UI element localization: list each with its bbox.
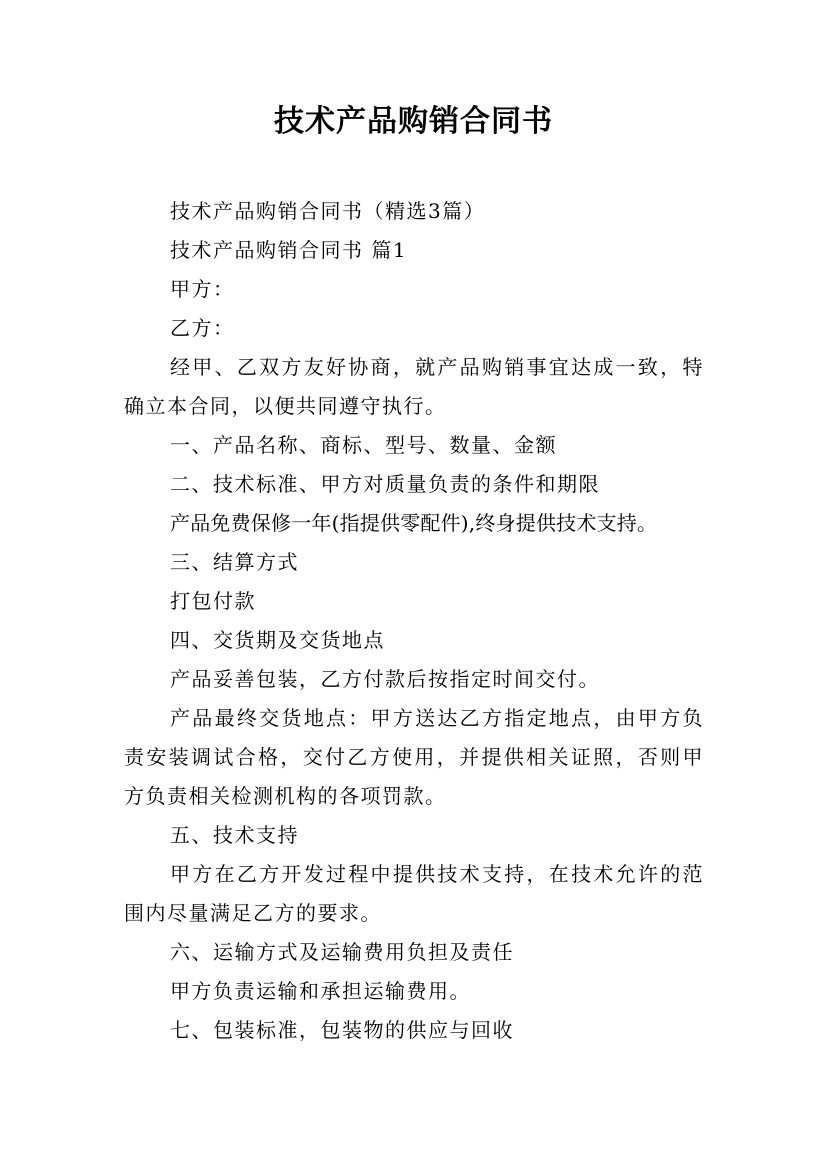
- paragraph-clause-3-heading: 三、结算方式: [170, 550, 299, 574]
- paragraph-section-heading: 技术产品购销合同书 篇1: [170, 238, 408, 262]
- paragraph-tech-support: 甲方在乙方开发过程中提供技术支持，在技术允许的范围内尽量满足乙方的要求。: [124, 862, 704, 925]
- paragraph-party-a: 甲方：: [170, 277, 235, 301]
- paragraph-clause-2-heading: 二、技术标准、甲方对质量负责的条件和期限: [170, 472, 600, 496]
- paragraph-clause-4-heading: 四、交货期及交货地点: [170, 628, 385, 652]
- paragraph-party-b: 乙方：: [170, 316, 235, 340]
- paragraph-preamble: 经甲、乙双方友好协商，就产品购销事宜达成一致，特确立本合同，以便共同遵守执行。: [124, 355, 704, 418]
- paragraph-clause-7-heading: 七、包装标准，包装物的供应与回收: [170, 1018, 514, 1042]
- paragraph-delivery-location: 产品最终交货地点：甲方送达乙方指定地点，由甲方负责安装调试合格，交付乙方使用，并提供相关证照，否则甲方负责相关检测机构的各项罚款。: [124, 706, 704, 808]
- paragraph-clause-5-heading: 五、技术支持: [170, 823, 299, 847]
- paragraph-subtitle: 技术产品购销合同书（精选3篇）: [170, 199, 486, 223]
- paragraph-transport: 甲方负责运输和承担运输费用。: [170, 979, 471, 1003]
- document-title: 技术产品购销合同书: [274, 104, 553, 139]
- paragraph-clause-6-heading: 六、运输方式及运输费用负担及责任: [170, 940, 514, 964]
- paragraph-warranty: 产品免费保修一年(指提供零配件),终身提供技术支持。: [170, 511, 658, 535]
- paragraph-clause-1-heading: 一、产品名称、商标、型号、数量、金额: [170, 433, 557, 457]
- paragraph-payment: 打包付款: [170, 589, 256, 613]
- document-body: [124, 192, 704, 1050]
- paragraph-packaging-delivery: 产品妥善包装，乙方付款后按指定时间交付。: [170, 667, 600, 691]
